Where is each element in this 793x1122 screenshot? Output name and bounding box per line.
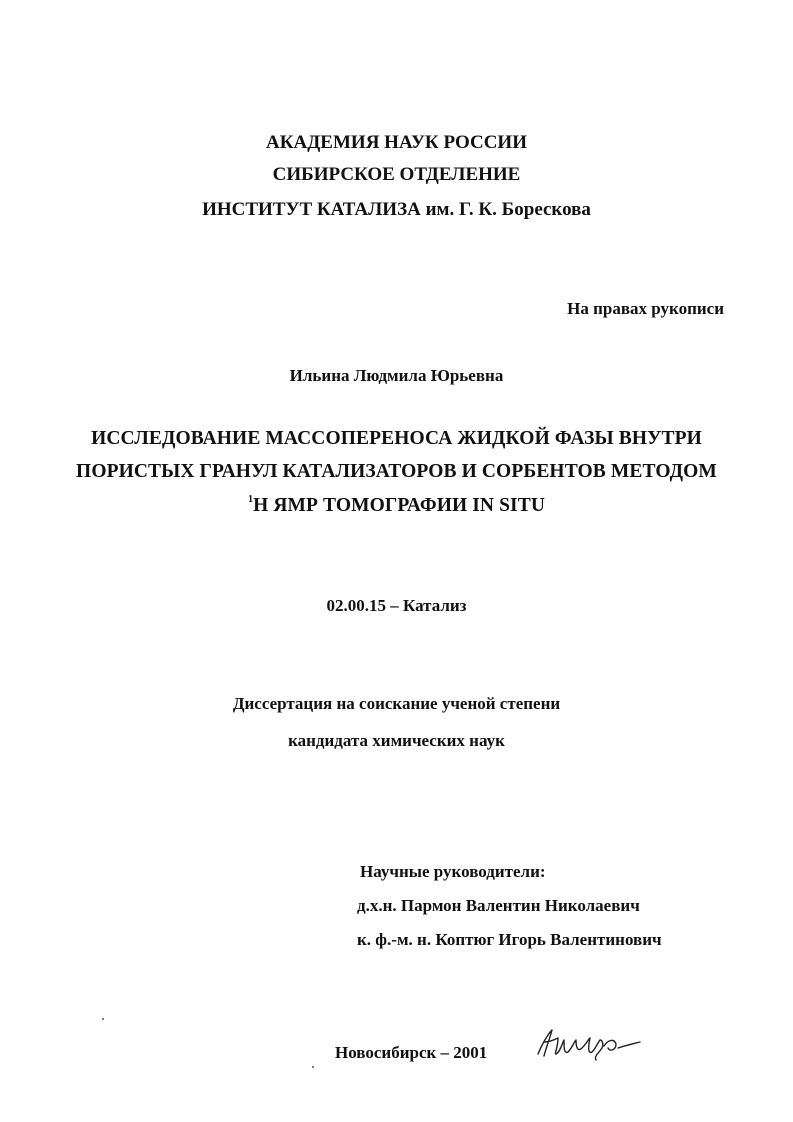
branch-name: СИБИРСКОЕ ОТДЕЛЕНИЕ [272,164,521,185]
specialty-code: 02.00.15 – Катализ [326,596,467,615]
scan-speck [102,1018,104,1020]
supervisor-2: к. ф.-м. н. Коптюг Игорь Валентинович [357,930,662,949]
institute-name: ИНСТИТУТ КАТАЛИЗА им. Г. К. Борескова [202,199,591,220]
thesis-title-line-3-text: Н ЯМР ТОМОГРАФИИ IN SITU [253,495,546,516]
thesis-title-line-2: ПОРИСТЫХ ГРАНУЛ КАТАЛИЗАТОРОВ И СОРБЕНТОВ МЕТОДОМ [76,461,717,482]
degree-line-1: Диссертация на соискание ученой степени [232,694,561,713]
city-year: Новосибирск – 2001 [335,1043,488,1062]
supervisor-1: д.х.н. Пармон Валентин Николаевич [357,896,640,915]
rights-note: На правах рукописи [567,299,724,318]
academy-name: АКАДЕМИЯ НАУК РОССИИ [266,132,527,153]
supervisors-heading: Научные руководители: [360,862,546,881]
thesis-title-line-3 [0,495,793,517]
thesis-title-line-1: ИССЛЕДОВАНИЕ МАССОПЕРЕНОСА ЖИДКОЙ ФАЗЫ ВНУТРИ [91,428,702,449]
author-name: Ильина Людмила Юрьевна [289,366,504,385]
degree-line-2: кандидата химических наук [288,731,505,750]
handwritten-signature [532,1018,644,1068]
superscript-isotope: 1 [247,494,254,505]
scan-speck [312,1066,314,1068]
